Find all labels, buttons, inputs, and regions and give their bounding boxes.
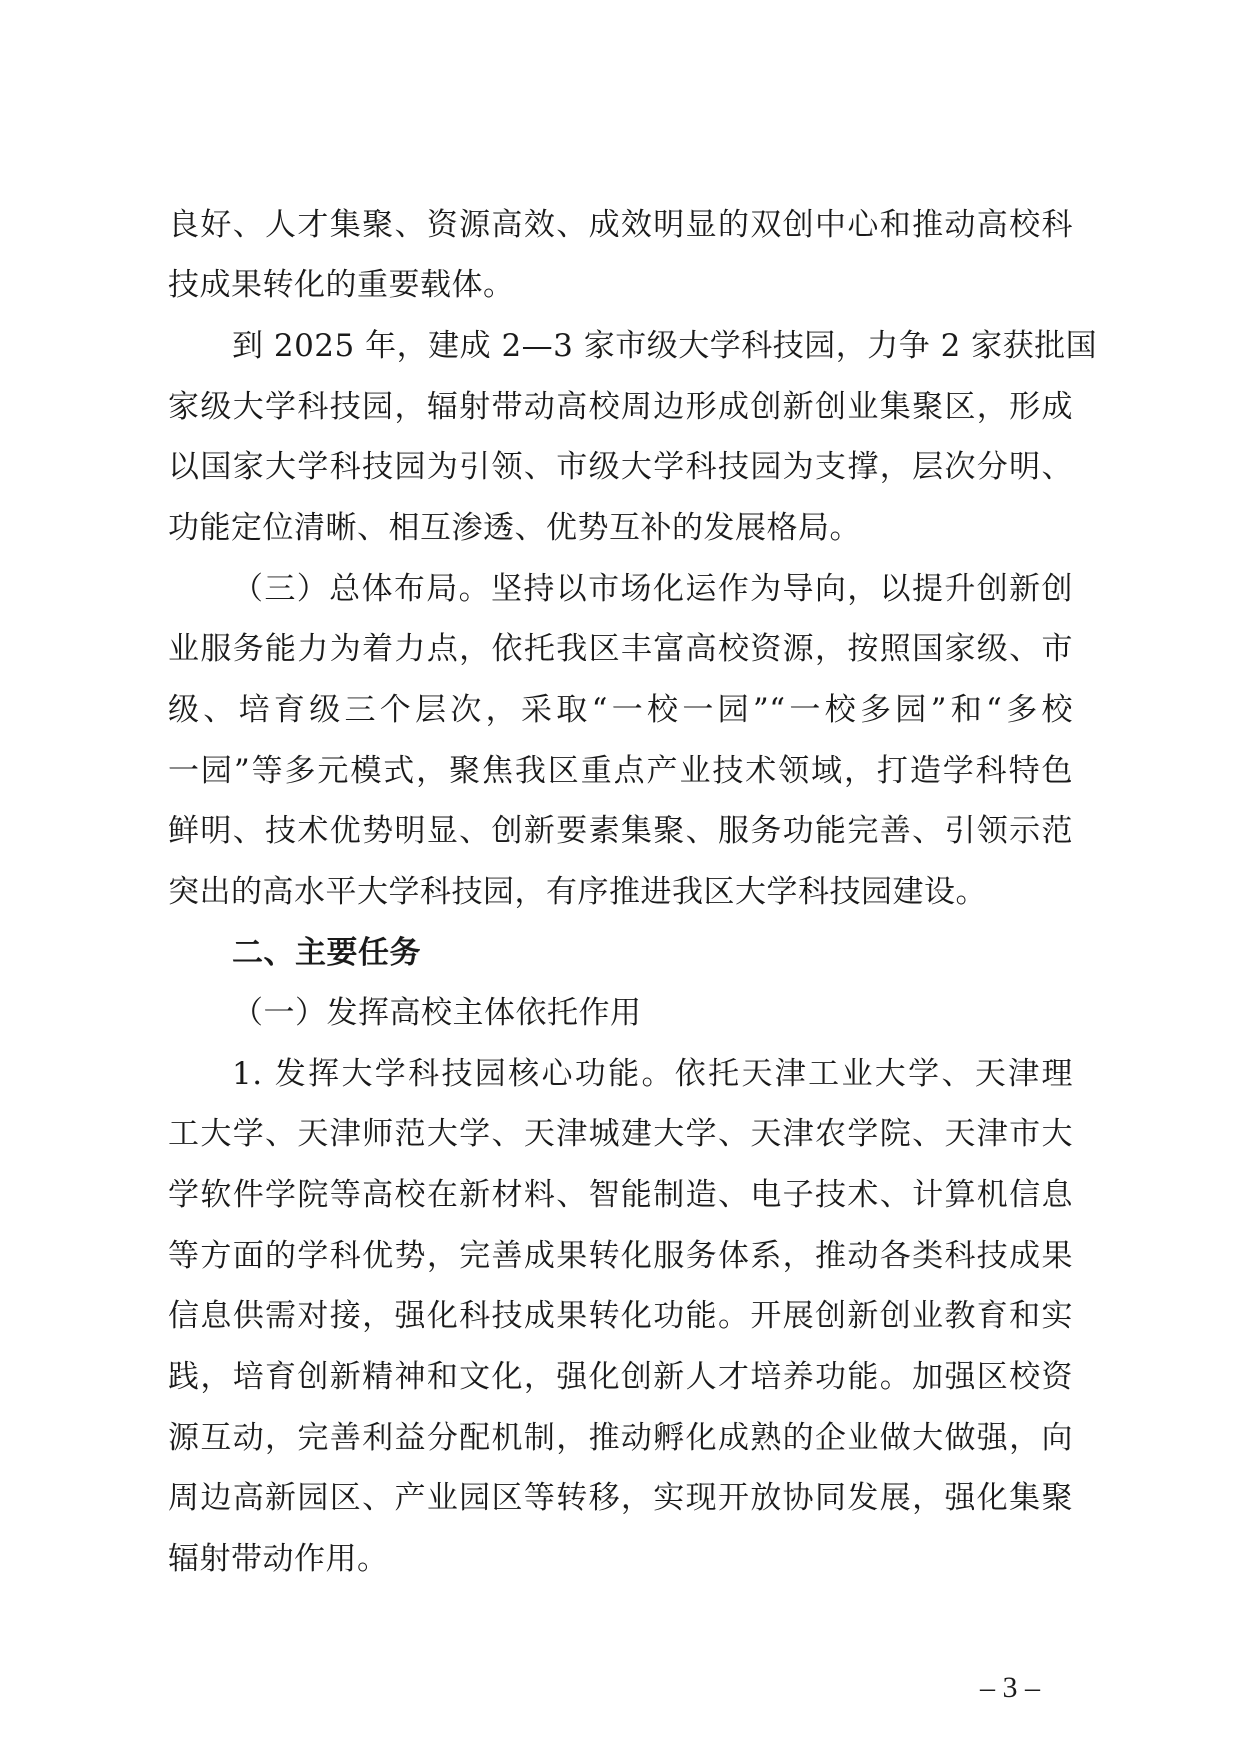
body-text-line: 鲜明、技术优势明显、创新要素集聚、服务功能完善、引领示范	[168, 813, 1073, 849]
body-text-line: 家级大学科技园，辐射带动高校周边形成创新创业集聚区，形成	[168, 389, 1073, 425]
body-text-line: 一园”等多元模式，聚焦我区重点产业技术领域，打造学科特色	[168, 753, 1073, 789]
body-text-line: 以国家大学科技园为引领、市级大学科技园为支撑，层次分明、	[168, 449, 1073, 485]
body-text-line: 辐射带动作用。	[168, 1541, 389, 1577]
body-text-line: 1. 发挥大学科技园核心功能。依托天津工业大学、天津理	[232, 1056, 1073, 1092]
body-text-line: （三）总体布局。坚持以市场化运作为导向，以提升创新创	[232, 571, 1073, 607]
body-text-line: 业服务能力为着力点，依托我区丰富高校资源，按照国家级、市	[168, 631, 1073, 667]
body-text-line: 突出的高水平大学科技园，有序推进我区大学科技园建设。	[168, 874, 987, 910]
body-text-line: 级、培育级三个层次，采取“一校一园”“一校多园”和“多校	[168, 692, 1073, 728]
body-text-line: 践，培育创新精神和文化，强化创新人才培养功能。加强区校资	[168, 1359, 1073, 1395]
body-text-line: 学软件学院等高校在新材料、智能制造、电子技术、计算机信息	[168, 1177, 1073, 1213]
body-text-line: 工大学、天津师范大学、天津城建大学、天津农学院、天津市大	[168, 1116, 1073, 1152]
body-text-line: 等方面的学科优势，完善成果转化服务体系，推动各类科技成果	[168, 1238, 1073, 1274]
section-heading: 二、主要任务	[232, 935, 421, 971]
body-text-line: 技成果转化的重要载体。	[168, 267, 515, 303]
subsection-heading: （一）发挥高校主体依托作用	[232, 995, 642, 1031]
body-text-line: 功能定位清晰、相互渗透、优势互补的发展格局。	[168, 510, 861, 546]
body-text-line: 信息供需对接，强化科技成果转化功能。开展创新创业教育和实	[168, 1298, 1073, 1334]
body-text-line: 源互动，完善利益分配机制，推动孵化成熟的企业做大做强，向	[168, 1420, 1073, 1456]
body-text-line: 周边高新园区、产业园区等转移，实现开放协同发展，强化集聚	[168, 1480, 1073, 1516]
page-number: – 3 –	[980, 1671, 1040, 1704]
body-text-line: 到 2025 年，建成 2—3 家市级大学科技园，力争 2 家获批国	[232, 328, 1098, 364]
body-text-line: 良好、人才集聚、资源高效、成效明显的双创中心和推动高校科	[168, 207, 1073, 243]
